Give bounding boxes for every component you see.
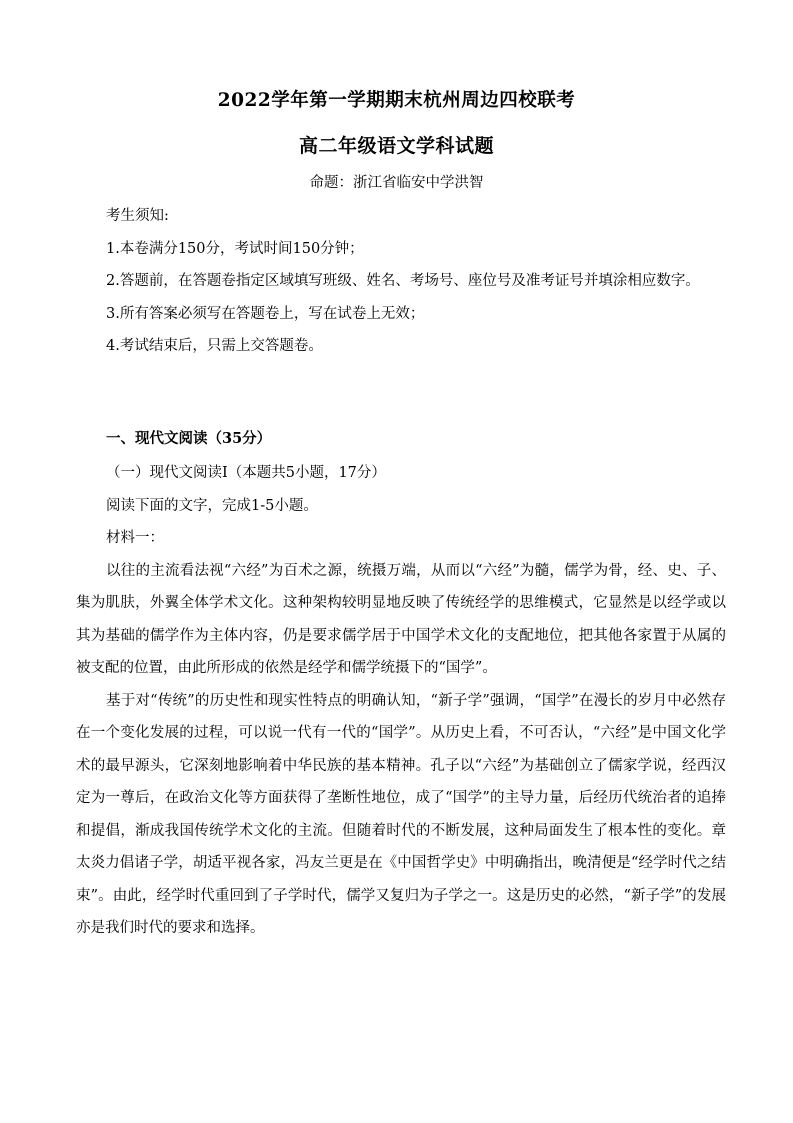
reading-passage <box>76 457 726 945</box>
sub-section-heading: （一）现代文阅读Ⅰ（本题共5小题，17分） <box>106 465 386 481</box>
passage-paragraph-1: 以往的主流看法视“六经”为百术之源，统摄万端，从而以“六经”为髓，儒学为骨，经、史、子、集为肌肤，外翼全体学术文化。这种架构较明显地反映了传统经学的思维模式，它显然是以经学或以其为基础的儒学作为主体内容，仍是要求儒学居于中国学术文化的支配地位，把其他各家置于从属的被支配的位置，由此所形成的依然是经学和儒学统摄下的“国学”。 <box>76 562 726 676</box>
material-label: 材料一： <box>106 530 164 546</box>
passage-paragraph-2: 基于对“传统”的历史性和现实性特点的明确认知，“新子学”强调，“国学”在漫长的岁月中必然存在一个变化发展的过程，可以说一代有一代的“国学”。从历史上看，不可否认，“六经”是中国文化学术的最早源头，它深刻地影响着中华民族的基本精神。孔子以“六经”为基础创立了儒家学说，经西汉定为一尊后，在政治文化等方面获得了垄断性地位，成了“国学”的主导力量，后经历代统治者的追捧和提倡，渐成我国传统学术文化的主流。但随着时代的不断发展，这种局面发生了根本性的变化。章太炎力倡诸子学，胡适平视各家，冯友兰更是在《中国哲学史》中明确指出，晚清便是“经学时代之结束”。由此，经学时代重回到了子学时代，儒学又复归为子学之一。这是历史的必然，“新子学”的发展亦是我们时代的要求和选择。 <box>76 692 726 936</box>
exam-author: 命题：浙江省临安中学洪智 <box>309 175 484 191</box>
exam-subtitle: 高二年级语文学科试题 <box>298 135 494 157</box>
section-heading: 一、现代文阅读（35分） <box>106 430 272 447</box>
exam-notice <box>76 200 726 363</box>
notice-heading: 考生须知: <box>106 208 169 224</box>
notice-item-2: 2.答题前，在答题卷指定区域填写班级、姓名、考场号、座位号及准考证号并填涂相应数字。 <box>106 273 700 289</box>
notice-item-4: 4.考试结束后，只需上交答题卷。 <box>106 338 323 354</box>
exam-title: 2022学年第一学期期末杭州周边四校联考 <box>217 90 576 111</box>
notice-item-3: 3.所有答案必须写在答题卷上，写在试卷上无效； <box>106 305 425 322</box>
reading-instruction: 阅读下面的文字，完成1-5小题。 <box>106 497 318 514</box>
notice-item-1: 1.本卷满分150分，考试时间150分钟； <box>106 240 364 257</box>
